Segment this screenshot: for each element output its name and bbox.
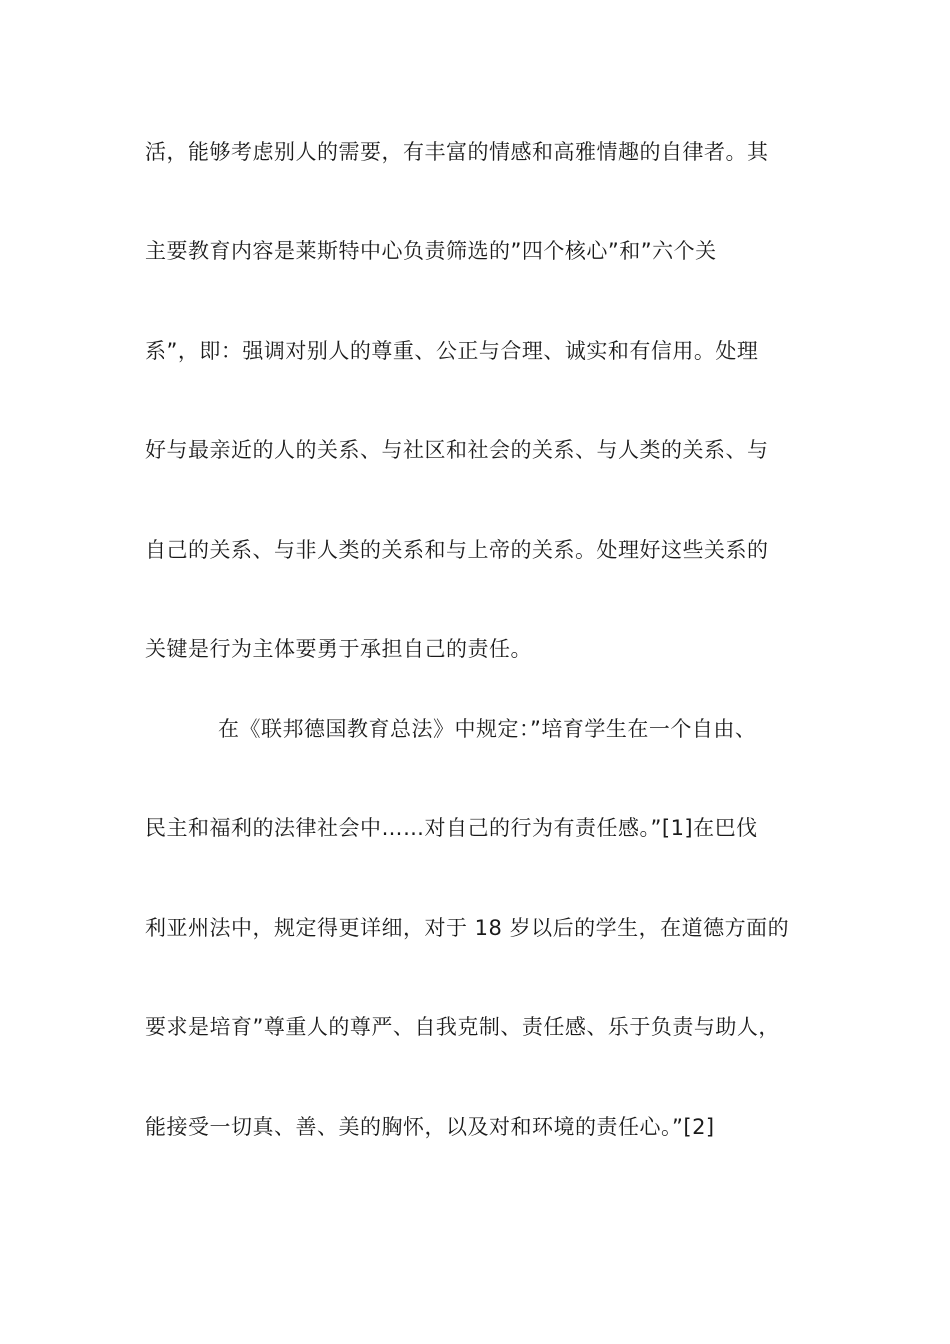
text-line: 活，能够考虑别人的需要，有丰富的情感和高雅情趣的自律者。其: [145, 140, 769, 164]
text-line: 自己的关系、与非人类的关系和与上帝的关系。处理好这些关系的: [145, 538, 769, 562]
text-line: 好与最亲近的人的关系、与社区和社会的关系、与人类的关系、与: [145, 438, 769, 462]
text-line: 能接受一切真、善、美的胸怀，以及对和环境的责任心。”[2]: [145, 1115, 715, 1139]
text-line: 要求是培育”尊重人的尊严、自我克制、责任感、乐于负责与助人，: [145, 1015, 780, 1039]
text-line: 民主和福利的法律社会中……对自己的行为有责任感。”[1]在巴伐: [145, 816, 758, 840]
text-line: 利亚州法中，规定得更详细，对于 18 岁以后的学生，在道德方面的: [145, 916, 790, 940]
text-line: 系”，即：强调对别人的尊重、公正与合理、诚实和有信用。处理: [145, 339, 759, 363]
text-line: 关键是行为主体要勇于承担自己的责任。: [145, 637, 532, 661]
text-line: 主要教育内容是莱斯特中心负责筛选的”四个核心”和”六个关: [145, 239, 717, 263]
paragraph-first-line: 在《联邦德国教育总法》中规定：”培育学生在一个自由、: [218, 717, 757, 741]
